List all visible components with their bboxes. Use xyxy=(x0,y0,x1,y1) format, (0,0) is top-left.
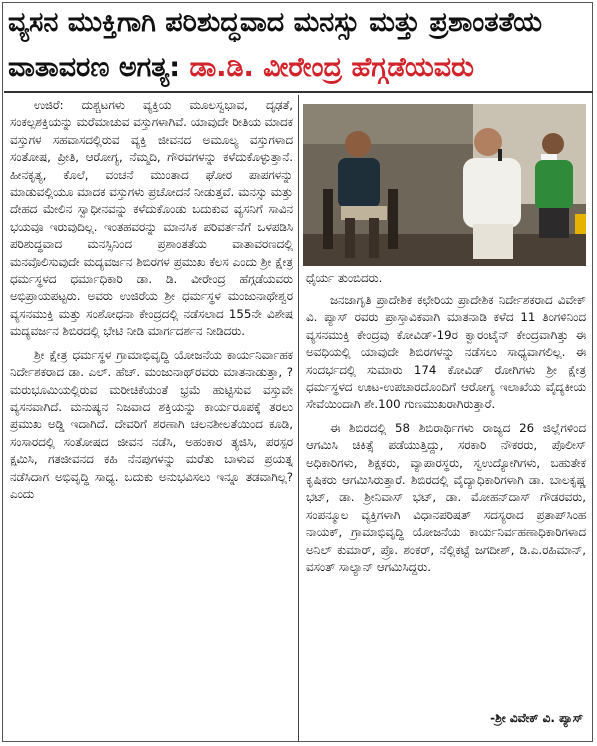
photo-illustration xyxy=(303,104,586,266)
column-divider xyxy=(298,95,299,741)
continuation-text: ಧೈರ್ಯ ತುಂಬಿದರು. xyxy=(306,271,383,285)
headline-line-2-red: ಡಾ.ಡಿ. ವೀರೇಂದ್ರ ಹೆಗ್ಗಡೆಯವರು xyxy=(189,52,474,83)
right-paragraph-1: ಜನಜಾಗೃತಿ ಪ್ರಾದೇಶಿಕ ಕಛೇರಿಯ ಪ್ರಾದೇಶಿಕ ನಿರ್ದೇಶಕರಾದ ವಿವೇಕ್ ವಿ. ಪ್ಯಾಸ್ ರವರು ಪ್ರಾಸ್ತಾವಿಕವಾಗಿ ಮಾತನಾಡಿ ಕಳೆದ 11 ತಿಂಗಳಿನಿಂದ ವ್ಯಸನಮುಕ್ತಿ ಕೇಂದ್ರವು ಕೋವಿಡ್-19ರ ಕ್ವಾರಂಟೈನ್ ಕೇಂದ್ರವಾಗಿತ್ತು ಈ ಅವಧಿಯಲ್ಲಿ ಯಾವುದೇ ಶಿಬಿರಗಳನ್ನು ನಡೆಸಲು ಸಾಧ್ಯವಾಗಲಿಲ್ಲ. ಈ ಸಂದರ್ಭದಲ್ಲಿ ಸುಮಾರು 174 ಕೋವಿಡ್ ರೋಗಿಗಳು ಶ್ರೀ ಕ್ಷೇತ್ರ ಧರ್ಮಸ್ಥಳದ ಊಟ-ಉಪಚಾರದೊಂದಿಗೆ ಆರೋಗ್ಯ ಇಲಾಖೆಯ ವೈದ್ಯಕೀಯ ಸೇವೆಯಿಂದಾಗಿ ಶೇ.100 ಗುಣಮುಖರಾಗಿರುತ್ತಾರೆ. xyxy=(306,293,586,412)
left-paragraph-1: ಉಜಿರೆ: ದುಶ್ಚಟಗಳು ವ್ಯಕ್ತಿಯ ಮೂಲಸ್ವಭಾವ, ದೃಢತೆ, ಸಂಕಲ್ಪಶಕ್ತಿಯನ್ನು ಮರೆಮಾಚುವ ವಸ್ತುಗಳಾಗಿವೆ. ಯಾವುದೇ ರೀತಿಯ ಮಾದಕ ವಸ್ತುಗಳ ಸಹವಾಸದಲ್ಲಿರುವ ವ್ಯಕ್ತಿ ಜೀವನದ ಅಮೂಲ್ಯ ವಸ್ತುಗಳಾದ ಸಂತೋಷ, ಪ್ರೀತಿ, ಆರೋಗ್ಯ, ನೆಮ್ಮದಿ, ಗೌರವಗಳನ್ನು ಕಳೆದುಕೊಳ್ಳುತ್ತಾನೆ. ಹೀನಕೃತ್ಯ, ಕೊಲೆ, ವಂಚನೆ ಮುಂತಾದ ಘೋರ ಪಾಪಗಳನ್ನು ಮಾಡುವಲ್ಲಿಯೂ ಮಾದಕ ವಸ್ತುಗಳು ಪ್ರಚೋದನೆ ನೀಡುತ್ತವೆ. ಮನಸ್ಸು ಮತ್ತು ದೇಹದ ಮೇಲಿನ ಸ್ವಾಧೀನವನ್ನು ಕಳೆದುಕೊಂಡು ಬದುಕುವ ವ್ಯಸನಿಗೆ ಸಾವಿನ ಭಯವೂ ಇರುವುದಿಲ್ಲ. ಇಂತಹವರನ್ನು ಮಾನಸಿಕ ಪರಿವರ್ತನೆಗೆ ಒಳಪಡಿಸಿ ಪರಿಶುದ್ಧವಾದ ಮನಸ್ಸಿನಿಂದ ಪ್ರಶಾಂತತೆಯ ವಾತಾವರಣದಲ್ಲಿ ಮನವೊಲಿಸುವುದೇ ಮದ್ಯವರ್ಜನ ಶಿಬಿರಗಳ ಪ್ರಮುಖ ಕೆಲಸ ಎಂದು ಶ್ರೀ ಕ್ಷೇತ್ರ ಧರ್ಮಸ್ಥಳದ ಧರ್ಮಾಧಿಕಾರಿ ಡಾ. ಡಿ. ವೀರೇಂದ್ರ ಹೆಗ್ಗಡೆಯವರು ಅಭಿಪ್ರಾಯಪಟ್ಟರು. ಅವರು ಉಜಿರೆಯ ಶ್ರೀ ಧರ್ಮಸ್ಥಳ ಮಂಜುನಾಥೇಶ್ವರ ವ್ಯಸನಮುಕ್ತಿ ಮತ್ತು ಸಂಶೋಧನಾ ಕೇಂದ್ರದಲ್ಲಿ ನಡೆಸಲಾದ 155ನೇ ವಿಶೇಷ ಮದ್ಯವರ್ಜನ ಶಿಬಿರದಲ್ಲಿ ಭೇಟಿ ನೀಡಿ ಮಾರ್ಗದರ್ಶನ ನೀಡಿದರು. xyxy=(10,98,293,339)
right-continuation xyxy=(306,270,586,287)
byline: -ಶ್ರೀ ವಿವೇಕ್ ವಿ. ಪ್ಯಾಸ್ xyxy=(490,711,583,725)
left-column xyxy=(10,97,293,741)
headline-line-1: ವ್ಯಸನ ಮುಕ್ತಿಗಾಗಿ ಪರಿಶುದ್ಧವಾದ ಮನಸ್ಸು ಮತ್ತು ಪ್ರಶಾಂತತೆಯ xyxy=(8,7,542,38)
left-paragraph-2: ಶ್ರೀ ಕ್ಷೇತ್ರ ಧರ್ಮಸ್ಥಳ ಗ್ರಾಮಾಭಿವೃದ್ಧಿ ಯೋಜನೆಯ ಕಾರ್ಯನಿರ್ವಾಹಕ ನಿರ್ದೇಶಕರಾದ ಡಾ. ಎಲ್. ಹೆಚ್. ಮಂಜುನಾಥ್‌ರವರು ಮಾತನಾಡುತ್ತಾ, ?ಮರುಭೂಮಿಯಲ್ಲಿರುವ ಮರೀಚಿಕೆಯಂತೆ ಭ್ರಮೆ ಹುಟ್ಟಿಸುವ ವಸ್ತುವೇ ವ್ಯಸನವಾಗಿದೆ. ಮನುಷ್ಯನ ನಿಜವಾದ ಶಕ್ತಿಯನ್ನು ಕಾರ್ಯರೂಪಕ್ಕೆ ತರಲು ಪ್ರಮುಖ ಅಡ್ಡಿ ಇದಾಗಿದೆ. ದೇವರಿಗೆ ಶರಣಾಗಿ ಚಲನಶೀಲತೆಯಿಂದ ಕೂಡಿ, ಸಂಸಾರದಲ್ಲಿ ಸಂತೋಷದ ಜೀವನ ನಡೆಸಿ, ಅಹಂಕಾರ ತ್ಯಜಿಸಿ, ಪರಸ್ಪರ ಕ್ಷಮಿಸಿ, ಗತಜೀವನದ ಕಹಿ ನೆನಪುಗಳನ್ನು ಮರೆತು ಬಾಳುವ ಪ್ರಯತ್ನ ನಡೆಸಿದಾಗ ಅಭಿವೃದ್ಧಿ ಸಾಧ್ಯ. ಬದುಕು ಅನುಭವಿಸಲು ಇನ್ನೂ ತಡವಾಗಿಲ್ಲ? ಎಂದು xyxy=(10,347,293,501)
article-photo xyxy=(303,104,586,266)
headline-line-2-black: ವಾತಾವರಣ ಅಗತ್ಯ: xyxy=(8,52,190,83)
headline-rule xyxy=(4,91,593,93)
headline-line-2 xyxy=(8,48,588,88)
right-column xyxy=(306,292,586,692)
right-paragraph-2: ಈ ಶಿಬಿರದಲ್ಲಿ 58 ಶಿಬಿರಾರ್ಥಿಗಳು ರಾಜ್ಯದ 26 ಜಿಲ್ಲೆಗಳಿಂದ ಆಗಮಿಸಿ ಚಿಕಿತ್ಸೆ ಪಡೆಯುತ್ತಿದ್ದು, ಸರಕಾರಿ ನೌಕರರು, ಪೊಲೀಸ್ ಅಧಿಕಾರಿಗಳು, ಶಿಕ್ಷಕರು, ವ್ಯಾಪಾರಸ್ಥರು, ಸ್ವಉದ್ಯೋಗಿಗಳು, ಬಹುತೇಕ ಕೃಷಿಕರು ಆಗಮಿಸಿರುತ್ತಾರೆ. ಶಿಬಿರದಲ್ಲಿ ವೈದ್ಯಾಧಿಕಾರಿಗಳಾಗಿ ಡಾ. ಬಾಲಕೃಷ್ಣ ಭಟ್, ಡಾ. ಶ್ರೀನಿವಾಸ್ ಭಟ್, ಡಾ. ಮೋಹನ್‌ದಾಸ್ ಗೌಡರವರು, ಸಂಪನ್ಮೂಲ ವ್ಯಕ್ತಿಗಳಾಗಿ ವಿಧಾನಪರಿಷತ್ ಸದಸ್ಯರಾದ ಪ್ರತಾಪ್‌ಸಿಂಹ ನಾಯಕ್, ಗ್ರಾಮಾಭಿವೃದ್ಧಿ ಯೋಜನೆಯ ಕಾರ್ಯನಿರ್ವಹಣಾಧಿಕಾರಿಗಳಾದ ಅನಿಲ್ ಕುಮಾರ್, ಪ್ರೊ. ಶಂಕರ್, ನೆಲ್ಲಿಕಟ್ಟೆ ಜಗದೀಶ್, ಡಿ.ಎ.ರಹಿಮಾನ್, ವಸಂತ್ ಸಾಲ್ಯಾನ್ ಆಗಮಿಸಿದ್ದರು. xyxy=(306,420,586,575)
